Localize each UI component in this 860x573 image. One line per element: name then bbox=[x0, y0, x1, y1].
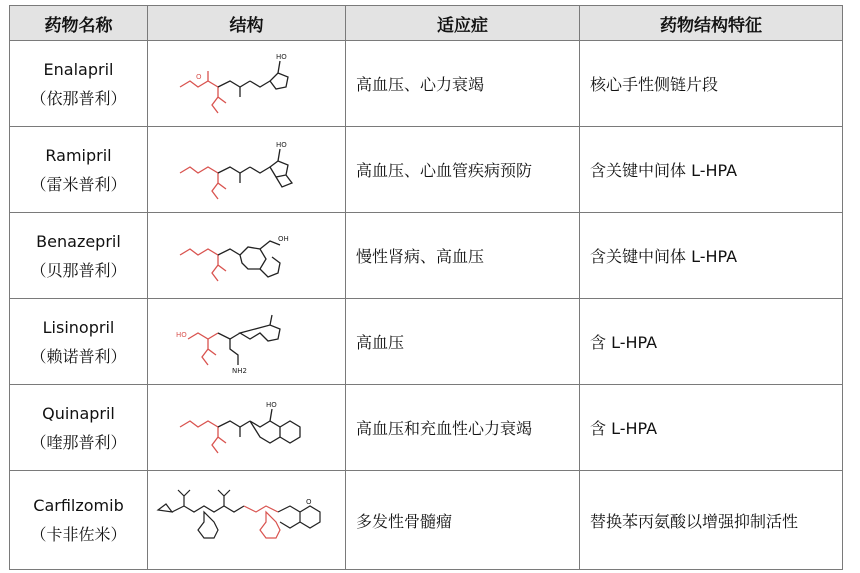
structure-cell bbox=[148, 127, 346, 213]
feature-cell: 替换苯丙氨酸以增强抑制活性 bbox=[580, 471, 843, 570]
structure-cell bbox=[148, 299, 346, 385]
drug-name-en: Carfilzomib bbox=[33, 496, 124, 515]
drug-name-cn: （赖诺普利） bbox=[30, 346, 127, 366]
header-structure: 结构 bbox=[148, 6, 346, 41]
svg-text:OH: OH bbox=[277, 234, 289, 243]
drug-name-cn: （喹那普利） bbox=[30, 432, 127, 452]
enalapril-structure-icon bbox=[172, 49, 322, 119]
table-row bbox=[10, 385, 843, 471]
indication-cell: 多发性骨髓瘤 bbox=[346, 471, 580, 570]
drug-name-en: Enalapril bbox=[43, 59, 114, 79]
ramipril-structure-icon bbox=[172, 135, 322, 205]
table-row bbox=[10, 471, 843, 570]
drug-name-cell bbox=[10, 471, 148, 570]
drug-name-cell bbox=[10, 385, 148, 471]
svg-text:HO: HO bbox=[175, 330, 187, 339]
feature-cell: 核心手性侧链片段 bbox=[580, 41, 843, 127]
svg-text:HO: HO bbox=[275, 140, 287, 149]
drug-name-en: Benazepril bbox=[36, 231, 121, 251]
feature-cell: 含关键中间体 L-HPA bbox=[580, 213, 843, 299]
indication-cell: 慢性肾病、高血压 bbox=[346, 213, 580, 299]
header-structure-feature: 药物结构特征 bbox=[580, 6, 843, 41]
indication-cell: 高血压 bbox=[346, 299, 580, 385]
header-indication: 适应症 bbox=[346, 6, 580, 41]
table-row bbox=[10, 213, 843, 299]
drug-table bbox=[9, 5, 843, 570]
table-row bbox=[10, 41, 843, 127]
drug-name-cn: （卡非佐米） bbox=[30, 525, 127, 544]
structure-cell bbox=[148, 213, 346, 299]
svg-text:O: O bbox=[195, 72, 202, 81]
drug-name-cn: （贝那普利） bbox=[30, 260, 127, 280]
header-row bbox=[10, 6, 843, 41]
header-drug-name: 药物名称 bbox=[10, 6, 148, 41]
drug-name-cell bbox=[10, 299, 148, 385]
drug-name-cell bbox=[10, 127, 148, 213]
benazepril-structure-icon bbox=[172, 221, 322, 291]
indication-cell: 高血压、心力衰竭 bbox=[346, 41, 580, 127]
drug-name-en: Quinapril bbox=[42, 403, 115, 423]
indication-cell: 高血压和充血性心力衰竭 bbox=[346, 385, 580, 471]
indication-cell: 高血压、心血管疾病预防 bbox=[346, 127, 580, 213]
feature-cell: 含关键中间体 L-HPA bbox=[580, 127, 843, 213]
drug-name-en: Ramipril bbox=[45, 145, 112, 165]
drug-name-en: Lisinopril bbox=[42, 317, 115, 337]
table-row bbox=[10, 299, 843, 385]
svg-text:O: O bbox=[305, 498, 312, 506]
feature-cell: 含 L-HPA bbox=[580, 299, 843, 385]
feature-cell: 含 L-HPA bbox=[580, 385, 843, 471]
structure-cell bbox=[148, 41, 346, 127]
table-row bbox=[10, 127, 843, 213]
structure-cell bbox=[148, 471, 346, 570]
svg-text:NH2: NH2 bbox=[231, 366, 247, 375]
structure-cell bbox=[148, 385, 346, 471]
svg-text:HO: HO bbox=[275, 52, 287, 61]
carfilzomib-structure-icon bbox=[152, 480, 342, 560]
lisinopril-structure-icon bbox=[172, 307, 322, 377]
drug-name-cell bbox=[10, 41, 148, 127]
drug-name-cn: （雷米普利） bbox=[30, 174, 127, 194]
svg-text:HO: HO bbox=[265, 400, 277, 409]
drug-name-cell bbox=[10, 213, 148, 299]
quinapril-structure-icon bbox=[172, 393, 322, 463]
drug-name-cn: （依那普利） bbox=[30, 88, 127, 108]
